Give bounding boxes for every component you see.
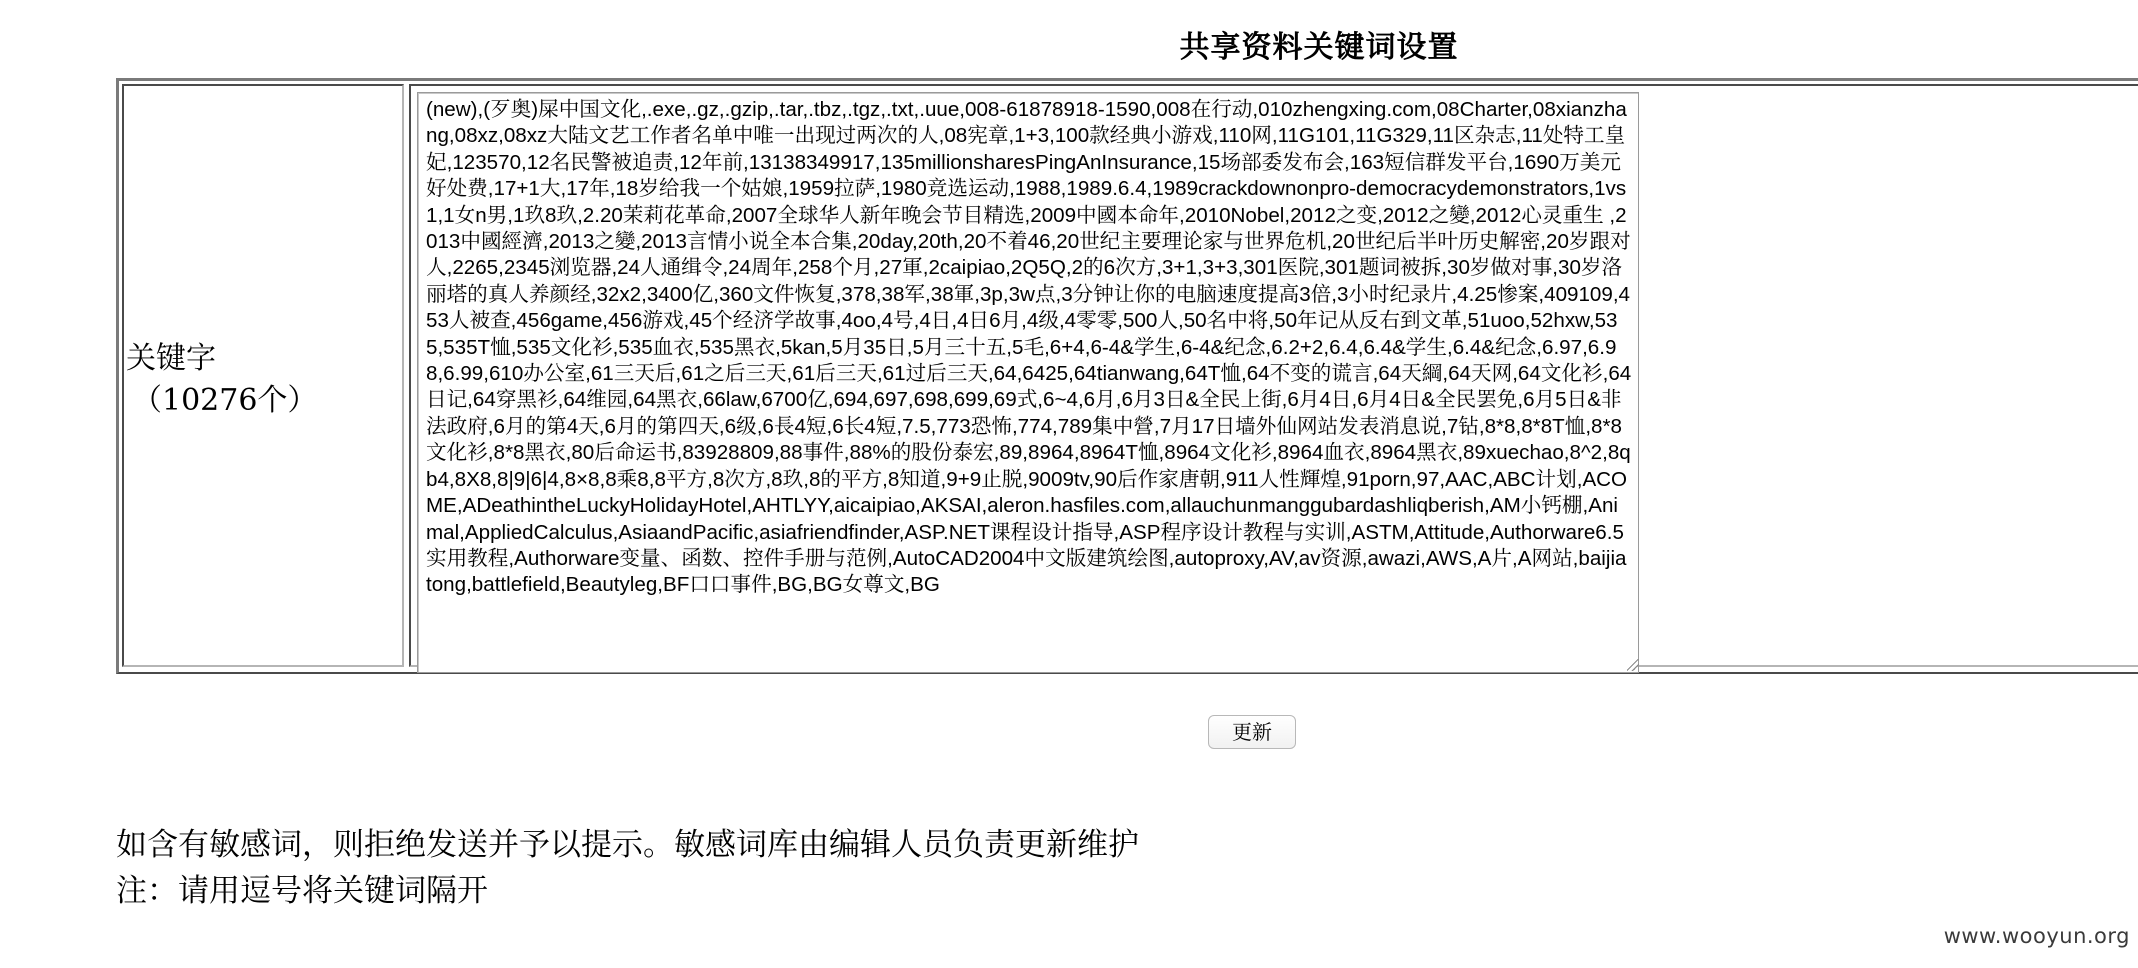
- label-cell: [122, 84, 404, 667]
- sensitive-word-note: 如含有敏感词，则拒绝发送并予以提示。敏感词库由编辑人员负责更新维护: [116, 827, 1139, 863]
- page-title: [0, 22, 2138, 66]
- value-cell: [409, 84, 2138, 667]
- keyword-count: （10276个）: [132, 383, 318, 418]
- keywords-textarea[interactable]: [417, 92, 1639, 673]
- update-button[interactable]: 更新: [1208, 715, 1296, 749]
- watermark: www.wooyun.org: [1943, 924, 2130, 948]
- page-title-text: 共享资料关键词设置: [1179, 30, 1459, 65]
- comma-separator-note: 注：请用逗号将关键词隔开: [116, 873, 488, 909]
- keyword-label: 关键字: [126, 341, 216, 376]
- keyword-settings-table: [116, 78, 2138, 674]
- resize-grip-icon[interactable]: [1627, 659, 1639, 671]
